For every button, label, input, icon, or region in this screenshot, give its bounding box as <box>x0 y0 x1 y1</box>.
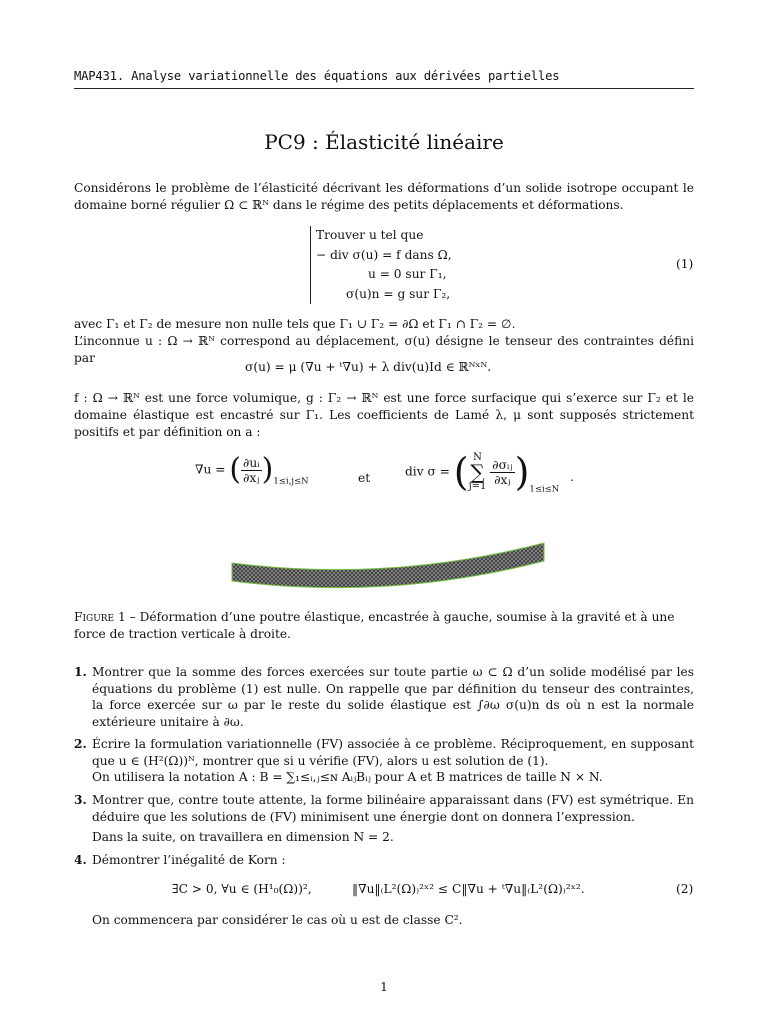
question-text: Démontrer l’inégalité de Korn : <box>92 853 286 867</box>
equation-number-2: (2) <box>676 882 694 896</box>
beam-shape <box>232 543 544 588</box>
question-3 <box>74 792 694 846</box>
system-line-1: Trouver u tel que <box>316 228 424 242</box>
div-denominator: ∂xⱼ <box>494 472 511 487</box>
question-text: Montrer que la somme des forces exercées sur toute partie ω ⊂ Ω d’un solide modélisé par les équations du problème (1) est nulle. On rappelle que par définition du tenseur des contraintes, la force exercée sur ω par le reste du solide élastique est ∫∂ω σ(u)n ds où n est la normale extérieure unitaire à ∂ω. <box>92 665 694 729</box>
question-text: Écrire la formulation variationnelle (FV) associée à ce problème. Réciproquement, en supposant que u ∈ (H²(Ω))ᴺ, montrer que si u vérifie (FV), alors u est solution de (1). <box>92 737 694 768</box>
question-number: 3. <box>74 793 87 807</box>
figure-caption <box>74 609 694 643</box>
figure-caption-text: – Déformation d’une poutre élastique, encastrée à gauche, soumise à la gravité et à une force de traction verticale à droite. <box>74 610 675 641</box>
div-numerator: ∂σᵢⱼ <box>492 457 513 472</box>
intro-paragraph: Considérons le problème de l’élasticité décrivant les déformations d’un solide isotrope occupant le domaine borné régulier Ω ⊂ ℝᴺ dans le régime des petits déplacements et déformations. <box>74 181 694 212</box>
system-line-3: u = 0 sur Γ₁, <box>368 267 447 281</box>
page-title: PC9 : Élasticité linéaire <box>264 130 504 154</box>
forces-paragraph: f : Ω → ℝᴺ est une force volumique, g : Γ₂ → ℝᴺ est une force surfacique qui s’exerce sur Γ₂ et le domaine élastique est encastré sur Γ₁. Les coefficients de Lamé λ, μ sont supposés strictement positifs et par définition on a : <box>74 391 694 439</box>
grad-numerator: ∂uᵢ <box>243 455 260 470</box>
system-line-4: σ(u)n = g sur Γ₂, <box>346 286 451 301</box>
et-word: et <box>358 471 371 485</box>
korn-rhs: ‖∇u‖₍L²(Ω)₎²ˣ² ≤ C‖∇u + ᵗ∇u‖₍L²(Ω)₎²ˣ². <box>352 882 585 896</box>
div-subscript: 1≤i≤N <box>529 484 560 495</box>
question-note: Dans la suite, on travaillera en dimension N = 2. <box>92 830 394 844</box>
question-number: 1. <box>74 665 87 679</box>
stress-equation: σ(u) = μ (∇u + ᵗ∇u) + λ div(u)Id ∈ ℝᴺˣᴺ. <box>245 360 492 374</box>
boundary-line: avec Γ₁ et Γ₂ de mesure non nulle tels que Γ₁ ∪ Γ₂ = ∂Ω et Γ₁ ∩ Γ₂ = ∅. <box>74 317 516 331</box>
gradient-definition: ∇u = ( $\frac{\text{∂uᵢ}}{\text{∂xⱼ}}$ )$_{1\le i,j\le N}$ <box>195 452 309 487</box>
grad-subscript: 1≤i,j≤N <box>273 476 309 487</box>
pde-system <box>310 226 452 304</box>
divergence-definition: div σ = ( N ∑ j=1 $\frac{\text{∂σᵢⱼ}}{\text{∂xⱼ}}$ )$_{1\le i\le N}$ <box>405 450 560 495</box>
unknown-line: L’inconnue u : Ω → ℝᴺ correspond au déplacement, σ(u) désigne le tenseur des contraintes défini par <box>74 334 694 365</box>
page-number: 1 <box>380 980 388 994</box>
figure-label: Figure 1 <box>74 610 126 624</box>
div-lhs: div σ = <box>405 464 450 479</box>
grad-denominator: ∂xⱼ <box>243 470 260 485</box>
question-note: On utilisera la notation A : B = ∑₁≤ᵢ,ⱼ≤ɴ AᵢⱼBᵢⱼ pour A et B matrices de taille N × N. <box>92 770 603 784</box>
korn-lhs: ∃C > 0, ∀u ∈ (H¹₀(Ω))², <box>172 882 312 896</box>
korn-hint: On commencera par considérer le cas où u est de classe C². <box>92 913 463 927</box>
question-text: Montrer que, contre toute attente, la forme bilinéaire apparaissant dans (FV) est symétrique. En déduire que les solutions de (FV) minimisent une énergie dont on donnera l’expression. <box>92 793 694 824</box>
question-number: 4. <box>74 853 87 867</box>
grad-lhs: ∇u = <box>195 462 226 477</box>
course-header: MAP431. Analyse variationnelle des équations aux dérivées partielles <box>74 69 560 83</box>
deformed-beam-figure <box>228 535 548 595</box>
question-4 <box>74 852 694 869</box>
question-1 <box>74 664 694 730</box>
sum-upper: N <box>473 452 482 463</box>
question-number: 2. <box>74 737 87 751</box>
question-2 <box>74 736 694 786</box>
def-dot: . <box>570 470 574 484</box>
header-rule <box>74 88 694 89</box>
equation-number-1: (1) <box>676 257 694 271</box>
sum-lower: j=1 <box>468 481 487 492</box>
system-line-2: − div σ(u) = f dans Ω, <box>316 247 452 262</box>
sum-sign: ∑ <box>470 460 485 484</box>
